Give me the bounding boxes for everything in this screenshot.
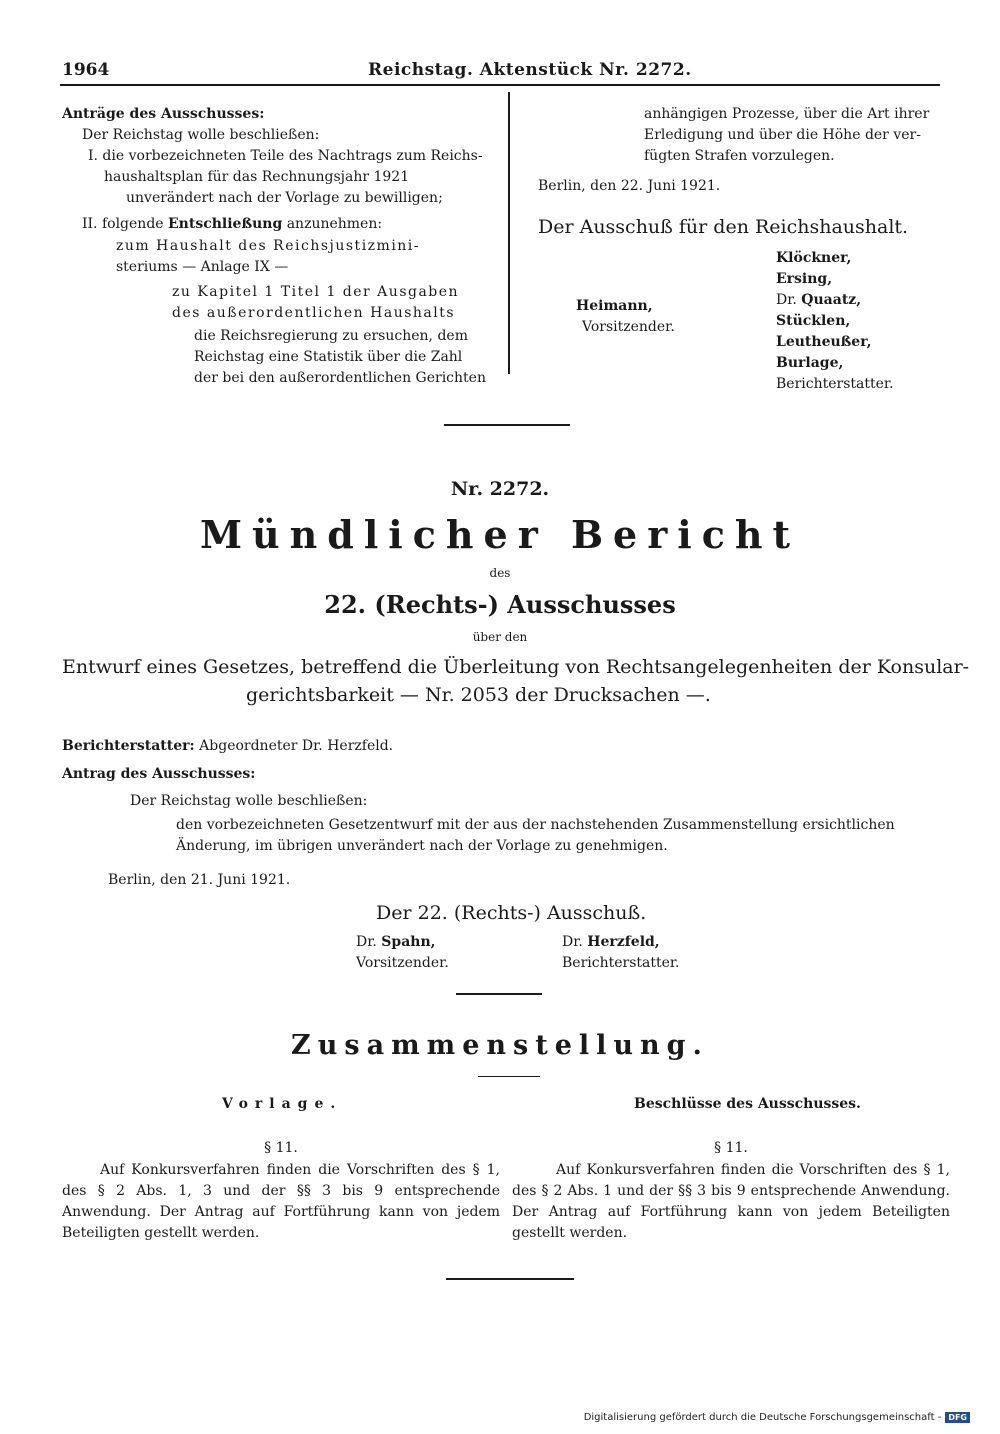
report-number: Nr. 2272. — [450, 478, 550, 500]
section-divider-3 — [446, 1278, 574, 1280]
prev-intro: Der Reichstag wolle beschließen: — [82, 127, 320, 143]
prev-rapporteur-3-name: Quaatz, — [801, 292, 862, 308]
comparison-title: Zusammenstellung. — [291, 1030, 709, 1061]
running-title: Reichstag. Aktenstück Nr. 2272. — [368, 60, 692, 80]
prev-chair-role: Vorsitzender. — [582, 319, 675, 335]
report-motion-line1: den vorbezeichneten Gesetzentwurf mit der aus der nachstehenden Zusammenstellung ersichtlichen — [176, 817, 895, 833]
comparison-left-para: § 11. — [264, 1140, 298, 1156]
prev-item2-entschliessung: Entschließung — [168, 216, 283, 232]
report-rapp-role: Berichterstatter. — [562, 955, 680, 971]
prev-committee-name: Der Ausschuß für den Reichshaushalt. — [538, 216, 909, 238]
report-chair-name: Spahn, — [381, 934, 436, 950]
dfg-logo: DFG — [945, 1412, 970, 1423]
prev-right-line1: anhängigen Prozesse, über die Art ihrer — [644, 106, 930, 122]
prev-item1-line2: haushaltsplan für das Rechnungsjahr 1921 — [104, 169, 410, 185]
report-ueber-den: über den — [472, 630, 528, 644]
report-chair — [356, 932, 436, 953]
prev-item2-prefix: II. folgende — [82, 216, 169, 232]
prev-right-line3: fügten Strafen vorzulegen. — [644, 148, 835, 164]
prev-item2-line4: zu Kapitel 1 Titel 1 der Ausgaben — [172, 284, 460, 300]
page-number: 1964 — [62, 60, 110, 80]
report-chair-role: Vorsitzender. — [356, 955, 449, 971]
report-motion-intro: Der Reichstag wolle beschließen: — [130, 793, 368, 809]
comparison-title-rule — [478, 1076, 540, 1077]
prev-rapporteur-1: Klöckner, — [776, 250, 852, 266]
report-committee: 22. (Rechts-) Ausschusses — [324, 590, 676, 619]
report-rapporteur-label: Berichterstatter: — [62, 738, 195, 754]
comparison-right-head: Beschlüsse des Ausschusses. — [634, 1096, 861, 1112]
prev-item1-line1: I. die vorbezeichneten Teile des Nachtrags zum Reichs- — [88, 148, 483, 164]
prev-motions-heading: Anträge des Ausschusses: — [62, 106, 265, 122]
prev-rapporteur-2: Ersing, — [776, 271, 833, 287]
section-divider-1 — [444, 424, 570, 426]
prev-chair-name: Heimann, — [576, 298, 653, 314]
report-motion-line2: Änderung, im übrigen unverändert nach der Vorlage zu genehmigen. — [176, 838, 668, 854]
prev-item2-suffix: anzunehmen: — [282, 216, 383, 232]
prev-item2-line6: die Reichsregierung zu ersuchen, dem — [194, 328, 468, 344]
prev-item1-line3: unverändert nach der Vorlage zu bewilligen; — [126, 190, 443, 206]
prev-item2-line1 — [82, 214, 382, 235]
report-rapporteur-line — [62, 736, 393, 757]
digitization-credit — [584, 1412, 970, 1423]
report-committee-sign: Der 22. (Rechts-) Ausschuß. — [376, 902, 647, 924]
report-title: Mündlicher Bericht — [199, 512, 801, 557]
report-des: des — [489, 566, 511, 580]
prev-rapporteur-4: Stücklen, — [776, 313, 851, 329]
report-subject-line2: gerichtsbarkeit — Nr. 2053 der Drucksachen —. — [246, 684, 711, 706]
report-rapp — [562, 932, 660, 953]
prev-date: Berlin, den 22. Juni 1921. — [538, 178, 721, 194]
comparison-left-head: Vorlage. — [222, 1096, 343, 1112]
prev-rapporteur-role: Berichterstatter. — [776, 376, 894, 392]
header-rule — [60, 84, 940, 86]
prev-rapporteur-5: Leutheußer, — [776, 334, 872, 350]
comparison-right-para: § 11. — [714, 1140, 748, 1156]
report-subject-line1: Entwurf eines Gesetzes, betreffend die Überleitung von Rechtsangelegenheiten der Konsular- — [62, 656, 970, 678]
prev-rapporteur-3 — [776, 290, 861, 311]
report-chair-dr: Dr. — [356, 934, 377, 950]
prev-rapporteur-6: Burlage, — [776, 355, 844, 371]
report-date: Berlin, den 21. Juni 1921. — [108, 872, 291, 888]
comparison-right-text: Auf Konkursverfahren finden die Vorschriften des § 1, des § 2 Abs. 1 und der §§ 3 bis 9 entsprechende Anwendung. Der Antrag auf Fortführung kann von jedem Beteiligten gestellt werden. — [512, 1162, 950, 1241]
column-divider — [508, 92, 510, 374]
prev-item2-line5: des außerordentlichen Haushalts — [172, 305, 456, 321]
report-rapp-dr: Dr. — [562, 934, 583, 950]
prev-right-line2: Erledigung und über die Höhe der ver- — [644, 127, 921, 143]
report-rapp-name: Herzfeld, — [587, 934, 660, 950]
prev-item2-line8: der bei den außerordentlichen Gerichten — [194, 370, 486, 386]
comparison-left-text: Auf Konkursverfahren finden die Vorschriften des § 1, des § 2 Abs. 1, 3 und der §§ 3 bis 9 entsprechende Anwendung. Der Antrag auf Fortführung kann von jedem Beteiligten gestellt werden. — [62, 1162, 500, 1241]
prev-item2-line2: zum Haushalt des Reichsjustizmini- — [116, 238, 421, 254]
prev-dr-prefix: Dr. — [776, 292, 797, 308]
credit-text: Digitalisierung gefördert durch die Deutsche Forschungsgemeinschaft - — [583, 1412, 942, 1423]
prev-item2-line3: steriums — Anlage IX — — [116, 259, 289, 275]
report-rapporteur-text: Abgeordneter Dr. Herzfeld. — [199, 738, 394, 754]
report-motion-heading: Antrag des Ausschusses: — [62, 766, 256, 782]
section-divider-2 — [456, 993, 542, 995]
prev-item2-line7: Reichstag eine Statistik über die Zahl — [194, 349, 463, 365]
